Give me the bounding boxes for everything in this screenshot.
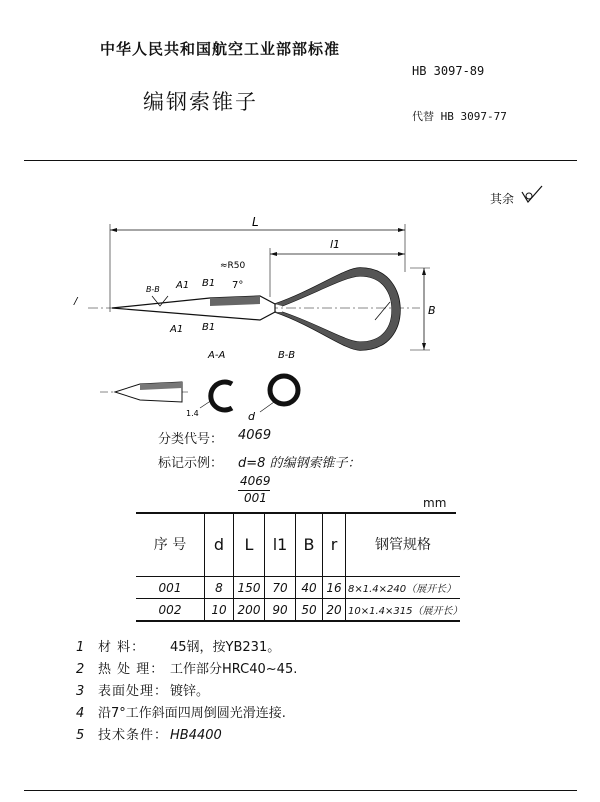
svg-text:/: / xyxy=(74,296,78,307)
marking-example-label: 标记示例： xyxy=(158,456,224,471)
replaces-standard: 代替 HB 3097-77 xyxy=(412,110,507,123)
cell-L: 200 xyxy=(234,599,265,622)
cell-B: 40 xyxy=(296,577,323,599)
fraction-top: 4069 xyxy=(240,474,271,488)
section-b-bottom: B1 xyxy=(202,322,216,333)
cell-spec: 10×1.4×315（展开长） xyxy=(346,599,461,622)
cell-seq: 002 xyxy=(136,599,205,622)
spike-drawing xyxy=(60,212,480,422)
cell-L: 150 xyxy=(234,577,265,599)
header-seq: 序 号 xyxy=(136,512,205,577)
header-B: B xyxy=(296,512,323,577)
table-row xyxy=(136,577,460,599)
roughness-label: 其余 xyxy=(490,192,515,206)
header-l1: l1 xyxy=(265,512,296,577)
cell-seq: 001 xyxy=(136,577,205,599)
cell-l1: 90 xyxy=(265,599,296,622)
dim-L-label: L xyxy=(252,215,259,229)
header-L: L xyxy=(234,512,265,577)
table-header-row xyxy=(136,512,460,577)
radius-label: ≈R50 xyxy=(220,261,246,271)
marking-example-value: d=8 的编钢索锥子： xyxy=(238,456,361,471)
cell-d: 8 xyxy=(205,577,234,599)
dim-B-label: B xyxy=(428,304,436,317)
note-item: 3 表面处理： 镀锌。 xyxy=(76,684,210,699)
note-item: 5 技术条件： HB4400 xyxy=(76,728,222,743)
angle-label: 7° xyxy=(232,280,244,291)
table-row xyxy=(136,599,460,622)
table-unit: mm xyxy=(423,496,447,510)
cell-d: 10 xyxy=(205,599,234,622)
header-spec: 钢管规格 xyxy=(346,512,461,577)
document-title: 编钢索锥子 xyxy=(143,90,258,114)
header-d: d xyxy=(205,512,234,577)
section-a-title: A-A xyxy=(208,350,226,361)
roughness-symbol-icon xyxy=(520,184,546,206)
section-b-title: B-B xyxy=(278,350,296,361)
note-item: 2 热 处 理： 工作部分HRC40~45. xyxy=(76,662,298,677)
roughness-mark-label: B-B xyxy=(146,285,160,294)
header-divider xyxy=(24,160,577,161)
footer-divider xyxy=(24,790,577,791)
organization-header: 中华人民共和国航空工业部部标准 xyxy=(100,40,341,58)
section-a-top: A1 xyxy=(176,280,190,291)
note-item: 4 沿7°工作斜面四周倒圆光滑连接. xyxy=(76,706,286,721)
header-r: r xyxy=(323,512,346,577)
dim-d-label: d xyxy=(248,410,255,422)
cell-B: 50 xyxy=(296,599,323,622)
dim-r-label: 1.4 xyxy=(186,409,199,418)
cell-l1: 70 xyxy=(265,577,296,599)
dim-l1-label: l1 xyxy=(330,238,341,251)
dimension-table xyxy=(136,512,463,622)
standard-code: HB 3097-89 xyxy=(412,64,485,78)
technical-notes xyxy=(76,636,297,746)
classification-code-label: 分类代号： xyxy=(158,432,224,447)
note-item: 1 材 料： 45钢，按YB231。 xyxy=(76,640,281,655)
fraction-bottom: 001 xyxy=(244,491,267,505)
section-b-top: B1 xyxy=(202,278,216,289)
cell-spec: 8×1.4×240（展开长） xyxy=(346,577,461,599)
cell-r: 20 xyxy=(323,599,346,622)
section-a-bottom: A1 xyxy=(170,324,184,335)
classification-code-value: 4069 xyxy=(238,428,272,443)
cell-r: 16 xyxy=(323,577,346,599)
